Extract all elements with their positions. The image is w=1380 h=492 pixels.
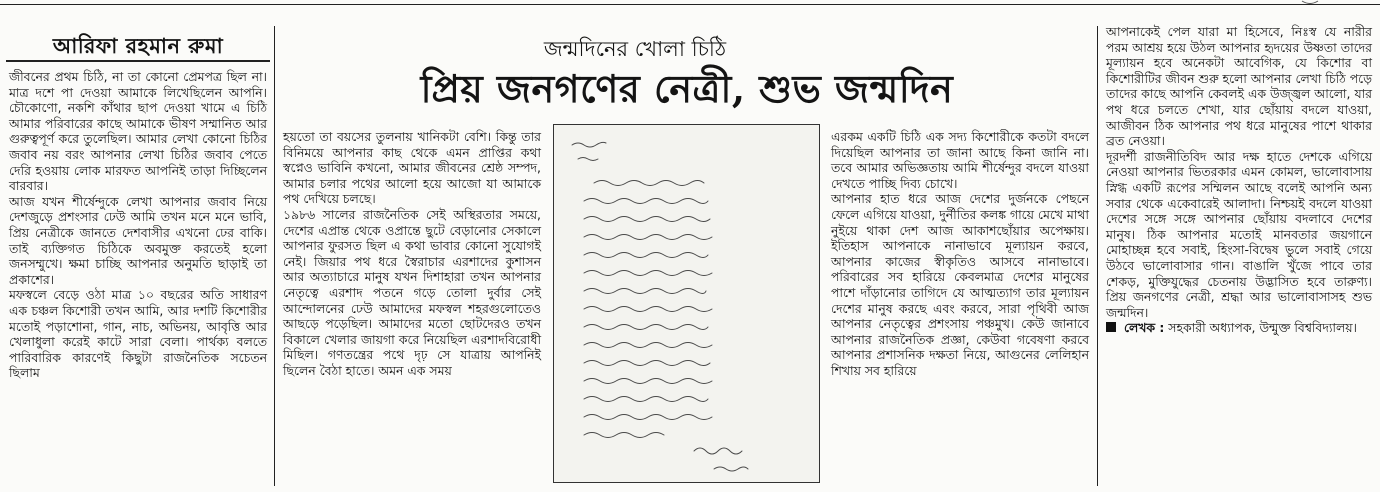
top-rule: [0, 4, 1380, 5]
paragraph: জীবনের প্রথম চিঠি, না তা কোনো প্রেমপত্র ছিল না। মাত্র দশে পা দেওয়া আমাকে লিখেছিলেন আপনি। চৌকোণো, নকশি কাঁথার ছাপ দেওয়া খামে এ চিঠি আমার পরিবারের কাছে আমাকে ভীষণ সম্মানিত আর গুরুত্বপূর্ণ করে তুলেছিল। আমার লেখা কোনো চিঠির জবাব নয় বরং আপনার লেখা চিঠির জবাব পেতে দেরি হওয়ায় লোক মারফত আপনিই তাড়া দিচ্ছিলেন বারবার।: [9, 69, 267, 194]
article-column-2: [283, 129, 541, 379]
column-divider: [1097, 26, 1098, 486]
article-column-3: [831, 129, 1089, 379]
square-bullet-icon: [1106, 322, 1116, 332]
paragraph: মফস্বলে বেড়ে ওঠা মাত্র ১০ বছরের অতি সাধারণ এক চঞ্চল কিশোরী তখন আমি, আর দশটি কিশোরীর মতোই পড়াশোনা, গান, নাচ, অভিনয়, আবৃত্তি আর খেলাধুলা করেই কাটে সারা বেলা। পার্থক্য বলতে পারিবারিক কারণেই কিছুটা রাজনৈতিক সচেতন ছিলাম: [9, 287, 267, 381]
page-corner-mark: [1300, 0, 1320, 6]
paragraph: ১৯৮৬ সালের রাজনৈতিক সেই অস্থিরতার সময়ে, দেশের এপ্রান্ত থেকে ওপ্রান্তে ছুটে বেড়ানোর সেকালে আপনার ফুরসত ছিল এ কথা ভাবার কোনো সুযোগই নেই। জিয়ার পথ ধরে স্বৈরাচার এরশাদের কুশাসন আর অত্যাচারে মানুষ যখন দিশাহারা তখন আপনার নেতৃত্বে এরশাদ পতনে গড়ে তোলা দুর্বার সেই আন্দোলনের ঢেউ আমাদের মফস্বল শহরগুলোতেও আছড়ে পড়েছিল। আমাদের মতো ছোটদেরও তখন বিকালে খেলার জায়গা করে নিয়েছিল এরশাদবিরোধী মিছিল। গণতন্ত্রের পথে দৃঢ় সে যাত্রায় আপনিই ছিলেন বৈঠা হাতে। অমন এক সময়: [283, 206, 541, 378]
paragraph: আজ যখন শীর্ষেন্দুকে লেখা আপনার জবাব নিয়ে দেশজুড়ে প্রশংসার ঢেউ আমি তখন মনে মনে ভাবি, প্রিয় নেত্রীকে জানতে দেশবাসীর এখনো ঢের বাকি। তাই ব্যক্তিগত চিঠিকে অবমুক্ত করতেই হলো জনসম্মুখে। ক্ষমা চাচ্ছি আপনার অনুমতি ছাড়াই তা প্রকাশের।: [9, 193, 267, 287]
author-byline: আরিফা রহমান রুমা: [52, 34, 224, 58]
article-kicker: জন্মদিনের খোলা চিঠি: [543, 37, 727, 61]
article-headline: প্রিয় জনগণের নেত্রী, শুভ জন্মদিন: [420, 66, 954, 111]
article-column-4: [1106, 24, 1372, 336]
paragraph: আপনার হাত ধরে আজ দেশের দুর্জনকে পেছনে ফেলে এগিয়ে যাওয়া, দুর্নীতির কলঙ্ক গায়ে মেখে মাথা নুইয়ে থাকা দেশ আজ আকাশছোঁয়ার অপেক্ষায়। ইতিহাস আপনাকে নানাভাবে মূল্যায়ন করবে, আপনার কাজের স্বীকৃতিও আসবে নানাভাবে। পরিবারের সব হারিয়ে কেবলমাত্র দেশের মানুষের পাশে দাঁড়ানোর তাগিদে যে আত্মত্যাগ তার মূল্যায়ন দেশের মানুষ করছে এবং করবে, সারা পৃথিবী আজ আপনার নেতৃত্বের প্রশংসায় পঞ্চমুখ। কেউ জানাবে আপনার রাজনৈতিক প্রজ্ঞা, কেউবা গবেষণা করবে আপনার প্রশাসনিক দক্ষতা নিয়ে, আগুনের লেলিহান শিখায় সব হারিয়ে: [831, 191, 1089, 378]
author-note-text: সহকারী অধ্যাপক, উন্মুক্ত বিশ্ববিদ্যালয়।: [1168, 320, 1357, 336]
article-column-1: [9, 69, 267, 381]
byline-rule: [6, 60, 270, 62]
paragraph: এরকম একটি চিঠি এক সদ্য কিশোরীকে কতটা বদলে দিয়েছিল আপনার তা জানা আছে কিনা জানি না। তবে আমার অভিজ্ঞতায় আমি শীর্ষেন্দুর বদলে যাওয়া দেখতে পাচ্ছি দিব্য চোখে।: [831, 129, 1089, 191]
author-note: [1106, 320, 1372, 336]
paragraph: দূরদর্শী রাজনীতিবিদ আর দক্ষ হাতে দেশকে এগিয়ে নেওয়া আপনার ভিতরকার এমন কোমল, ভালোবাসায় স্নিগ্ধ একটি রূপের সম্মিলন আছে বলেই আপনি অন্য সবার থেকে একেবারেই আলাদা। নিশ্চয়ই বদলে যাওয়া দেশের সঙ্গে সঙ্গে আপনার ছোঁয়ায় বদলাবে দেশের মানুষ। ঠিক আপনার মতোই মানবতার জয়গানে মোহাচ্ছন্ন হবে সবাই, হিংসা-বিদ্বেষ ভুলে সবাই গেয়ে উঠবে ভালোবাসার গান। বাঙালি খুঁজে পাবে তার শেকড়, মুক্তিযুদ্ধের চেতনায় উদ্ভাসিত হবে তারুণ্য। প্রিয় জনগণের নেত্রী, শ্রদ্ধা আর ভালোবাসাসহ শুভ জন্মদিন।: [1106, 148, 1372, 320]
author-note-label: লেখক :: [1124, 320, 1165, 336]
handwritten-letter-image: [553, 124, 820, 483]
column-divider: [274, 26, 275, 486]
paragraph: হয়তো তা বয়সের তুলনায় খানিকটা বেশি। কিন্তু তার বিনিময়ে আপনার কাছ থেকে এমন প্রাপ্তির কথা স্বপ্নেও ভাবিনি কখনো, আমার জীবনের শ্রেষ্ঠ সম্পদ, আমার চলার পথের আলো হয়ে আজো যা আমাকে পথ দেখিয়ে চলছে।: [283, 129, 541, 207]
paragraph: আপনাকেই পেল যারা মা হিসেবে, নিঃস্ব যে নারীর পরম আশ্রয় হয়ে উঠল আপনার হৃদয়ের উষ্ণতা তাদের মূল্যায়ন হবে অনেকটা আবেগিক, যে কিশোর বা কিশোরীটির জীবন শুরু হলো আপনার লেখা চিঠি পড়ে তাদের কাছে আপনি কেবলই এক উজ্জ্বল আলো, যার পথ ধরে চলতে শেখা, যার ছোঁয়ায় বদলে যাওয়া, আজীবন ঠিক আপনার পথ ধরে মানুষের পাশে থাকার ব্রত নেওয়া।: [1106, 24, 1372, 149]
